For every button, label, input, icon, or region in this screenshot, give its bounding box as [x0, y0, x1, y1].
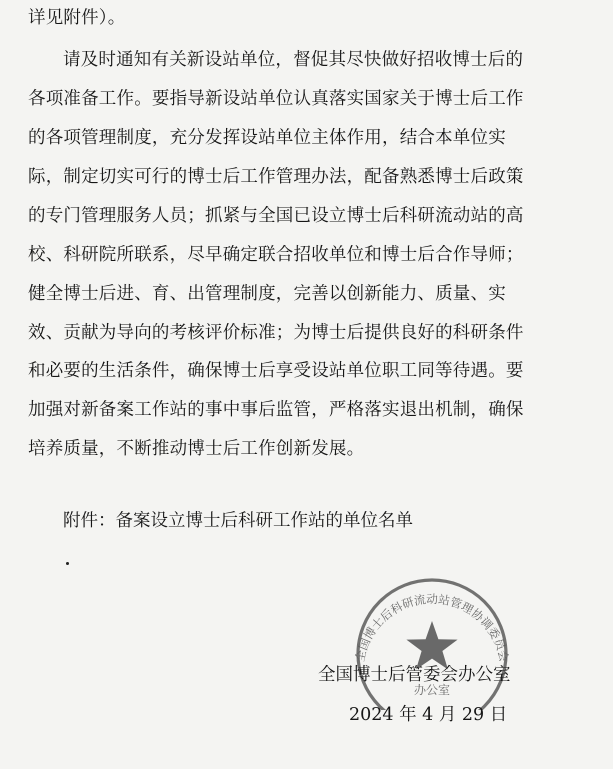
- body-line-6: 的专门管理服务人员；抓紧与全国已设立博士后科研流动站的高: [28, 206, 524, 226]
- body-line-2: 请及时通知有关新设站单位，督促其尽快做好招收博士后的: [63, 50, 524, 70]
- body-line-11: 加强对新备案工作站的事中事后监管，严格落实退出机制，确保: [28, 400, 524, 420]
- body-line-9: 效、贡献为导向的考核评价标准；为博士后提供良好的科研条件: [28, 323, 524, 343]
- body-line-4: 的各项管理制度，充分发挥设站单位主体作用，结合本单位实: [28, 128, 506, 148]
- body-line-12: 培养质量，不断推动博士后工作创新发展。: [28, 439, 365, 459]
- stray-dot: [66, 562, 69, 565]
- issue-date: 2024 年 4 月 29 日: [349, 705, 508, 725]
- official-seal-icon: [343, 568, 521, 710]
- body-line-7: 校、科研院所联系，尽早确定联合招收单位和博士后合作导师；: [28, 245, 524, 265]
- body-line-10: 和必要的生活条件，确保博士后享受设站单位职工同等待遇。要: [28, 361, 524, 381]
- attachment-note: 附件：备案设立博士后科研工作站的单位名单: [63, 511, 413, 531]
- body-line-8: 健全博士后进、育、出管理制度，完善以创新能力、质量、实: [28, 284, 506, 304]
- body-line-1: 详见附件）。: [28, 8, 126, 28]
- body-line-5: 际，制定切实可行的博士后工作管理办法，配备熟悉博士后政策: [28, 167, 524, 187]
- signature-office: 全国博士后管委会办公室: [318, 665, 511, 685]
- svg-text:办公室: 办公室: [413, 683, 451, 697]
- svg-text:全国博士后科研流动站管理协调委员会: 全国博士后科研流动站管理协调委员会: [352, 592, 512, 664]
- body-line-3: 各项准备工作。要指导新设站单位认真落实国家关于博士后工作: [28, 89, 524, 109]
